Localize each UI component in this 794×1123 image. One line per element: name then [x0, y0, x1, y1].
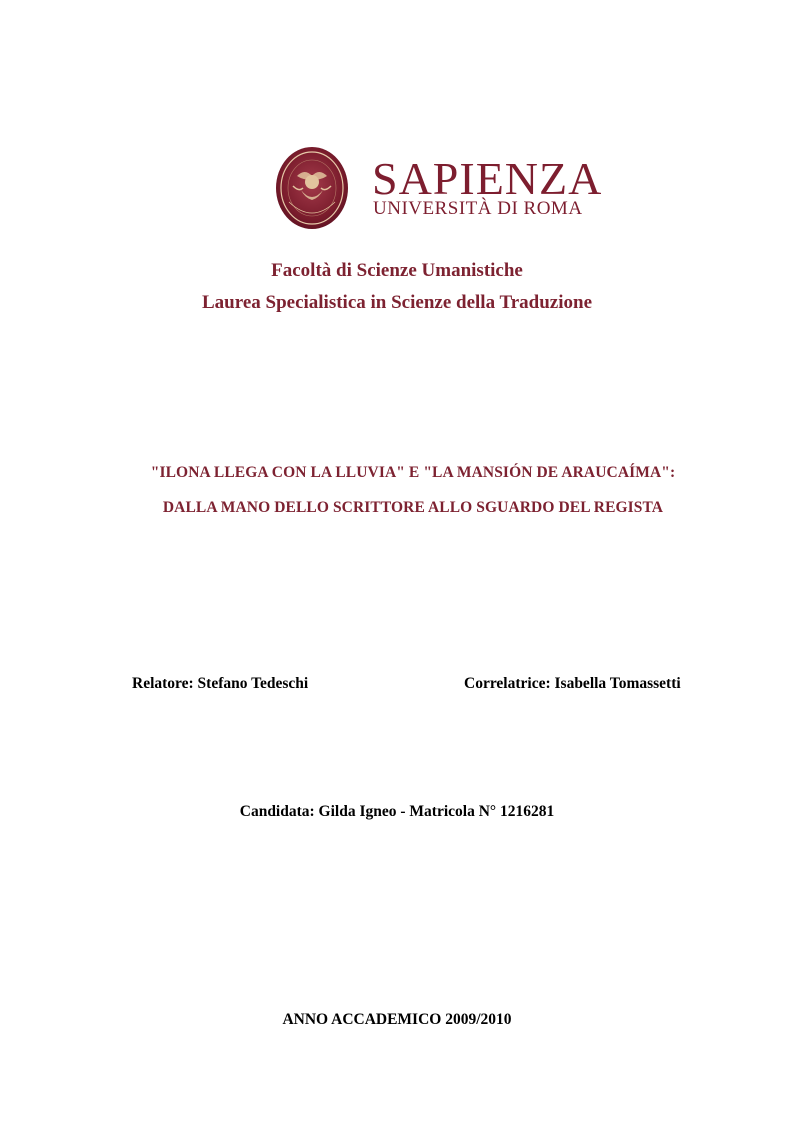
co-supervisor: Correlatrice: Isabella Tomassetti [464, 675, 681, 692]
logo-subtitle: UNIVERSITÀ DI ROMA [373, 198, 583, 219]
thesis-title-line-1: "ILONA LLEGA CON LA LLUVIA" E "LA MANSIÓN DE ARAUCAÍMA": [150, 464, 676, 481]
academic-year: ANNO ACCADEMICO 2009/2010 [282, 1011, 512, 1028]
degree-heading: Laurea Specialistica in Scienze della Traduzione [201, 292, 593, 313]
faculty-heading: Facoltà di Scienze Umanistiche [271, 260, 523, 281]
sapienza-seal-icon [275, 146, 349, 230]
logo-wordmark: SAPIENZA [372, 153, 603, 204]
thesis-title-line-2: DALLA MANO DELLO SCRITTORE ALLO SGUARDO DEL REGISTA [162, 499, 664, 516]
university-logo [272, 142, 603, 234]
supervisor: Relatore: Stefano Tedeschi [132, 675, 309, 692]
candidate: Candidata: Gilda Igneo - Matricola N° 1216281 [239, 803, 555, 820]
